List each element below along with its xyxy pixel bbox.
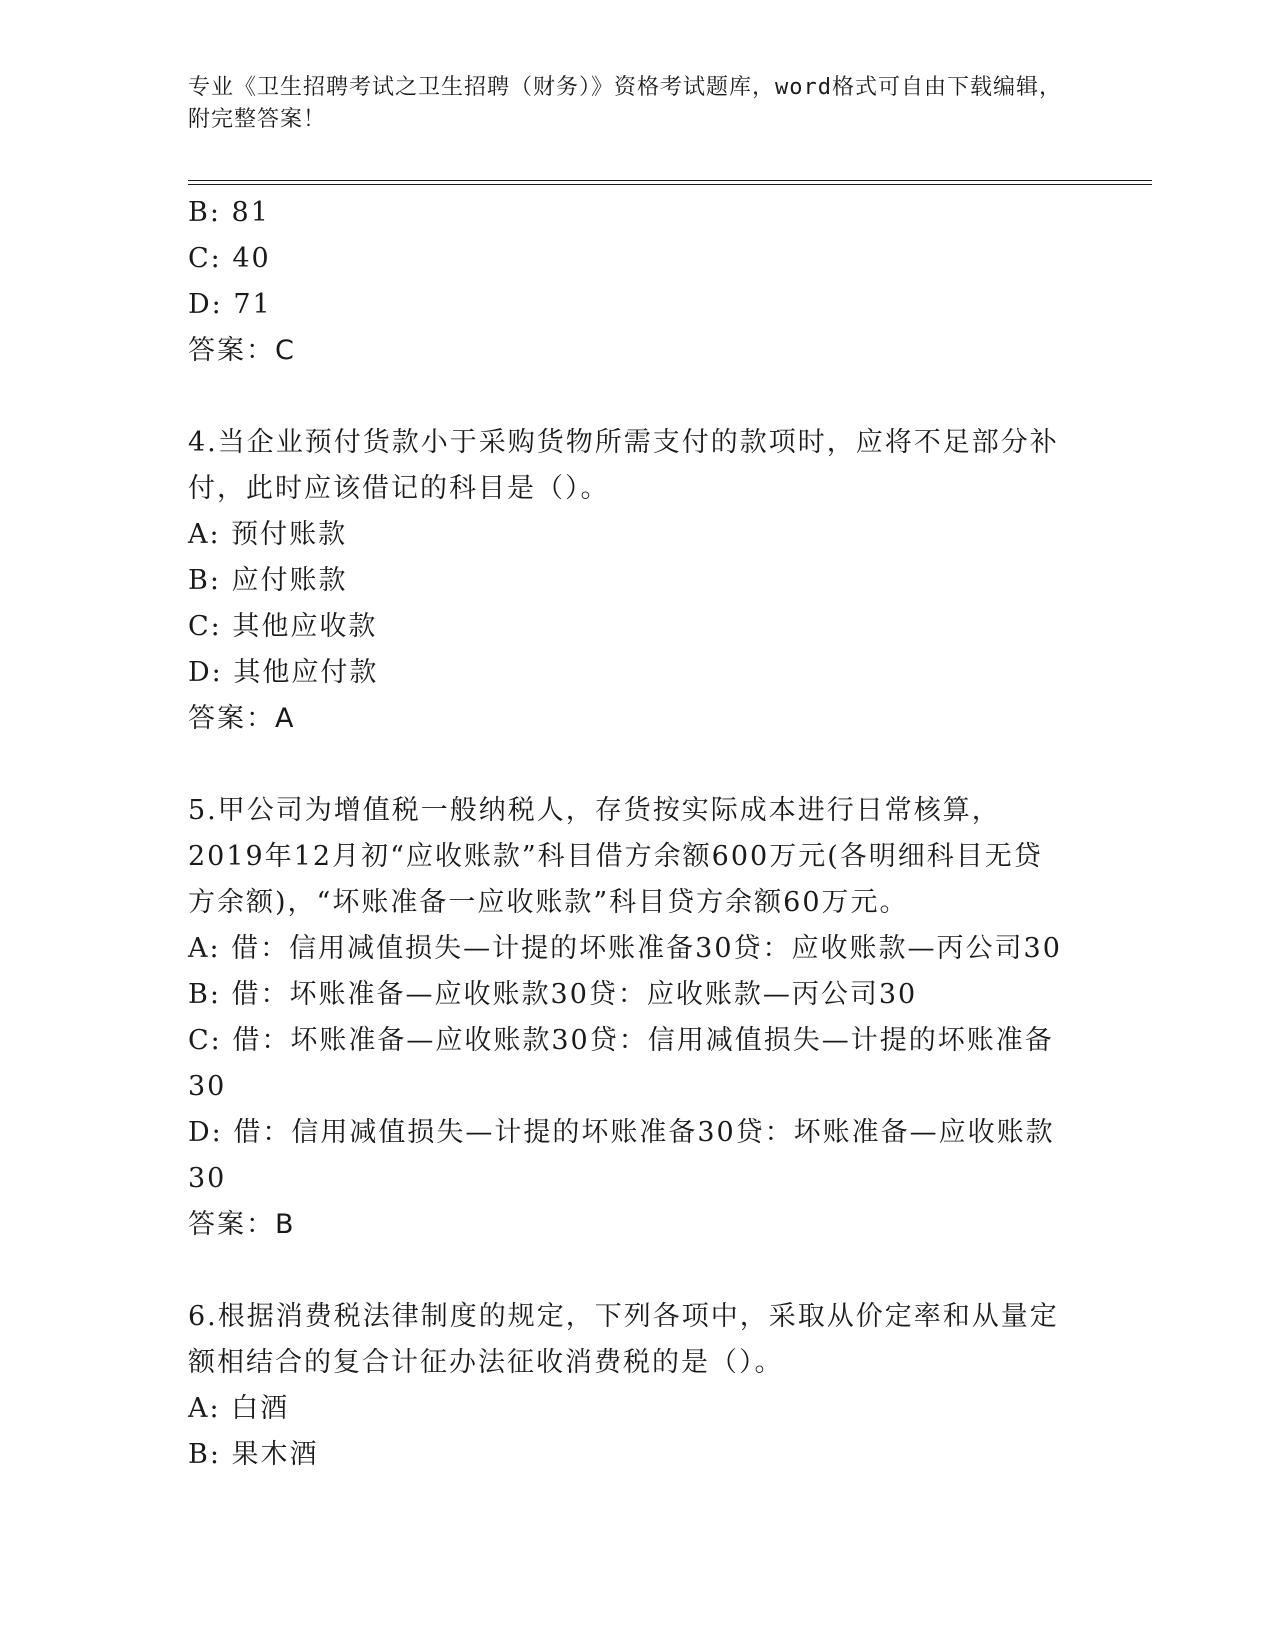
option-c: C: 其他应收款	[188, 611, 378, 642]
answer-label: 答案：B	[188, 1209, 296, 1240]
option-d: D: 借：信用减值损失—计提的坏账准备30贷：坏账准备—应收账款30	[188, 1117, 1055, 1194]
answer-label: 答案：C	[188, 335, 296, 366]
question-3-block	[188, 190, 1068, 374]
answer-label: 答案：A	[188, 703, 296, 734]
option-b: B: 果木酒	[188, 1439, 319, 1470]
question-6-block	[188, 1294, 1068, 1478]
option-b: B: 借：坏账准备—应收账款30贷：应收账款—丙公司30	[188, 979, 918, 1010]
question-stem: 5.甲公司为增值税一般纳税人，存货按实际成本进行日常核算，2019年12月初“应收账款”科目借方余额600万元(各明细科目无贷方余额)，“坏账准备一应收账款”科目贷方余额60万元。	[188, 795, 1043, 918]
option-d: D: 71	[188, 289, 272, 320]
option-b: B: 应付账款	[188, 565, 348, 596]
header-divider-top	[188, 180, 1152, 181]
question-list	[188, 190, 1068, 1478]
option-c: C: 借：坏账准备—应收账款30贷：信用减值损失—计提的坏账准备30	[188, 1025, 1054, 1102]
option-a: A: 预付账款	[188, 519, 348, 550]
option-a: A: 白酒	[188, 1393, 290, 1424]
option-b: B: 81	[188, 197, 270, 228]
question-stem: 4.当企业预付货款小于采购货物所需支付的款项时，应将不足部分补付，此时应该借记的科目是（）。	[188, 427, 1059, 504]
option-a: A: 借：信用减值损失—计提的坏账准备30贷：应收账款—丙公司30	[188, 933, 1062, 964]
option-c: C: 40	[188, 243, 271, 274]
question-stem: 6.根据消费税法律制度的规定，下列各项中，采取从价定率和从量定额相结合的复合计征办法征收消费税的是（）。	[188, 1301, 1059, 1378]
document-header: 专业《卫生招聘考试之卫生招聘（财务）》资格考试题库，word格式可自由下载编辑，附完整答案！	[188, 75, 1062, 132]
question-4-block	[188, 420, 1068, 742]
question-5-block	[188, 788, 1068, 1248]
option-d: D: 其他应付款	[188, 657, 379, 688]
header-divider-bottom	[188, 184, 1152, 185]
